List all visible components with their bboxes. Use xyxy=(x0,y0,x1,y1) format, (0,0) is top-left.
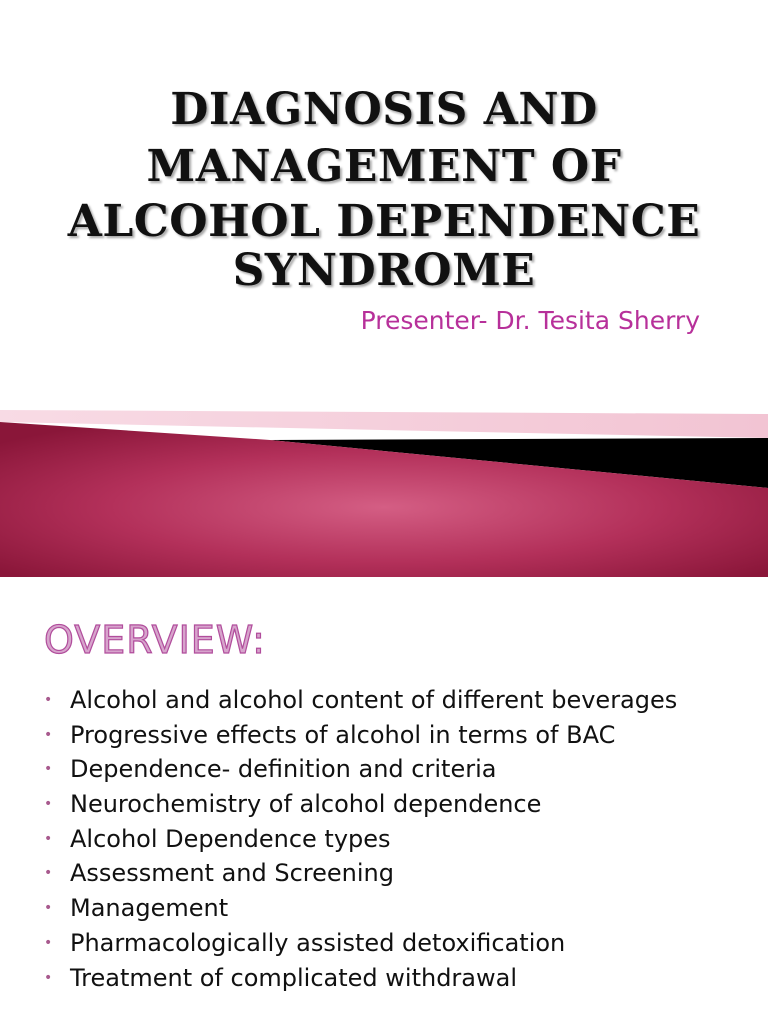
bullet-dot-icon: • xyxy=(44,726,53,743)
bullet-dot-icon: • xyxy=(44,900,53,917)
title-line-2: MANAGEMENT OF xyxy=(146,141,622,192)
list-item xyxy=(44,824,730,854)
list-item-text: Dependence- definition and criteria xyxy=(70,755,497,784)
presenter-name: Presenter- Dr. Tesita Sherry xyxy=(360,306,700,335)
title-line-3: ALCOHOL DEPENDENCE xyxy=(67,196,701,247)
list-item xyxy=(44,928,730,958)
list-item xyxy=(44,963,730,993)
bullet-dot-icon: • xyxy=(44,692,53,708)
list-item-text: Pharmacologically assisted detoxification xyxy=(70,928,566,957)
bullet-dot-icon: • xyxy=(44,796,53,813)
list-item-text: Progressive effects of alcohol in terms of BAC xyxy=(70,720,616,749)
list-item xyxy=(44,893,730,923)
title-line-1: DIAGNOSIS AND xyxy=(170,84,598,135)
list-item xyxy=(44,685,730,715)
list-item-text: Neurochemistry of alcohol dependence xyxy=(70,790,542,819)
list-item xyxy=(44,754,730,784)
overview-list xyxy=(44,685,730,997)
list-item xyxy=(44,720,730,750)
list-item-text: Treatment of complicated withdrawal xyxy=(70,963,518,992)
list-item-text: Alcohol Dependence types xyxy=(70,824,391,853)
overview-slide xyxy=(0,577,768,1024)
list-item xyxy=(44,789,730,819)
bullet-dot-icon: • xyxy=(44,830,53,847)
bullet-dot-icon: • xyxy=(44,934,53,951)
list-item-text: Management xyxy=(70,894,229,923)
list-item-text: Alcohol and alcohol content of different beverages xyxy=(70,686,678,714)
list-item-text: Assessment and Screening xyxy=(70,859,394,888)
list-item xyxy=(44,858,730,888)
overview-heading: OVERVIEW: xyxy=(44,618,266,662)
bullet-dot-icon: • xyxy=(44,865,53,882)
decorative-banner xyxy=(0,410,768,577)
title-line-4: SYNDROME xyxy=(232,245,536,296)
bullet-dot-icon: • xyxy=(44,761,53,778)
bullet-dot-icon: • xyxy=(44,969,53,986)
